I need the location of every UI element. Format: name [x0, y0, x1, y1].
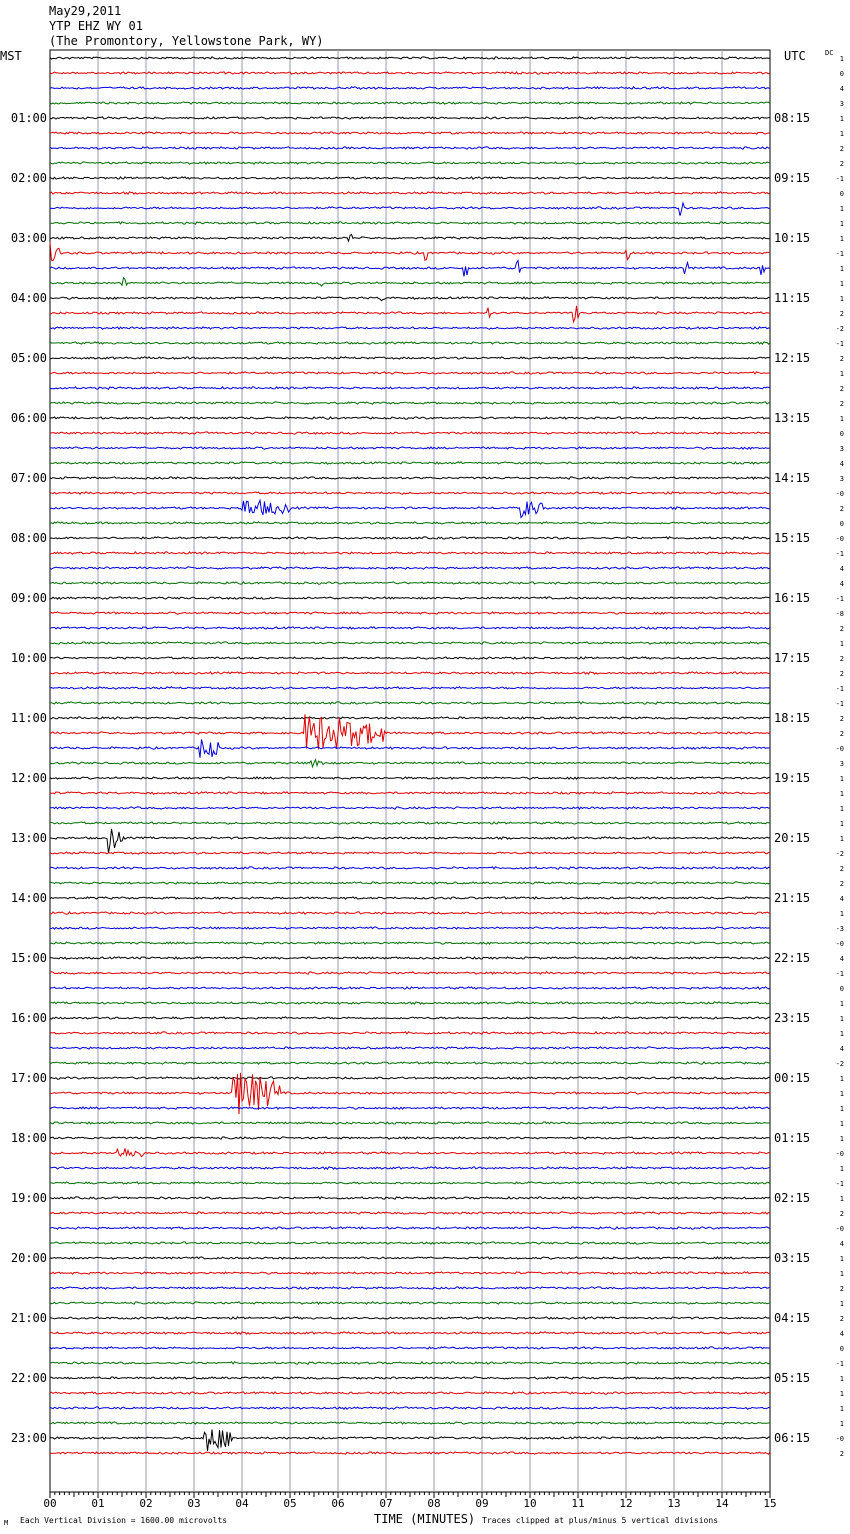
trace-line [50, 957, 770, 959]
dc-offset-value: 1 [839, 1120, 844, 1128]
trace-line [50, 1392, 770, 1394]
dc-offset-value: 2 [839, 1450, 844, 1458]
utc-hour-label: 12:15 [774, 351, 811, 365]
dc-offset-value: -0 [835, 1150, 844, 1158]
chart-location: (The Promontory, Yellowstone Park, WY) [49, 34, 324, 48]
trace-line [50, 1452, 770, 1454]
trace-line [50, 234, 770, 241]
dc-offset-value: 1 [839, 1255, 844, 1263]
dc-offset-value: -1 [835, 175, 844, 183]
dc-offset-value: 2 [839, 310, 844, 318]
trace-line [50, 500, 770, 517]
chart-station: YTP EHZ WY 01 [49, 19, 143, 33]
x-tick-label: 04 [235, 1497, 249, 1510]
x-tick-label: 05 [283, 1497, 297, 1510]
trace-line [50, 432, 770, 434]
trace-line [50, 1182, 770, 1184]
dc-offset-value: 2 [839, 730, 844, 738]
mst-hour-label: 02:00 [10, 171, 47, 185]
x-tick-label: 06 [331, 1497, 345, 1510]
utc-hour-label: 22:15 [774, 951, 811, 965]
x-tick-label: 10 [523, 1497, 537, 1510]
dc-offset-value: 0 [839, 1345, 844, 1353]
trace-line [50, 1017, 770, 1019]
dc-offset-value: 2 [839, 505, 844, 513]
mst-hour-label: 23:00 [10, 1431, 47, 1445]
dc-offset-value: 1 [839, 55, 844, 63]
dc-offset-value: -0 [835, 940, 844, 948]
trace-line [50, 777, 770, 779]
dc-offset-value: 4 [839, 955, 844, 963]
trace-line [50, 807, 770, 809]
trace-line [50, 192, 770, 194]
trace-line [50, 1077, 770, 1079]
trace-line [50, 627, 770, 629]
trace-line [50, 72, 770, 74]
dc-offset-value: 1 [839, 1105, 844, 1113]
dc-offset-value: 1 [839, 1375, 844, 1383]
x-tick-label: 14 [715, 1497, 729, 1510]
dc-offset-value: 2 [839, 865, 844, 873]
trace-line [50, 987, 770, 989]
trace-line [50, 1332, 770, 1334]
trace-line [50, 1377, 770, 1379]
trace-line [50, 1227, 770, 1229]
dc-offset-value: 1 [839, 1390, 844, 1398]
dc-offset-value: 1 [839, 640, 844, 648]
x-tick-label: 01 [91, 1497, 105, 1510]
trace-line [50, 522, 770, 524]
trace-line [50, 1047, 770, 1049]
x-tick-label: 12 [619, 1497, 633, 1510]
utc-hour-label: 06:15 [774, 1431, 811, 1445]
utc-hour-label: 14:15 [774, 471, 811, 485]
chart-date: May29,2011 [49, 4, 122, 18]
mst-hour-label: 09:00 [10, 591, 47, 605]
trace-line [50, 387, 770, 389]
trace-line [50, 222, 770, 224]
dc-offset-value: -1 [835, 1360, 844, 1368]
dc-offset-value: 0 [839, 985, 844, 993]
trace-line [50, 739, 770, 757]
dc-offset-value: 1 [839, 220, 844, 228]
dc-offset-value: 1 [839, 1030, 844, 1038]
mst-hour-label: 06:00 [10, 411, 47, 425]
trace-line [50, 162, 770, 164]
trace-line [50, 1422, 770, 1424]
trace-line [50, 1122, 770, 1124]
trace-line [50, 1137, 770, 1139]
trace-line [50, 1302, 770, 1304]
mst-hour-label: 19:00 [10, 1191, 47, 1205]
mst-hour-label: 16:00 [10, 1011, 47, 1025]
trace-line [50, 1062, 770, 1064]
dc-offset-value: 0 [839, 190, 844, 198]
dc-offset-value: 1 [839, 1405, 844, 1413]
dc-offset-value: 2 [839, 880, 844, 888]
dc-offset-value: 2 [839, 655, 844, 663]
dc-offset-value: 1 [839, 280, 844, 288]
dc-offset-value: 2 [839, 1285, 844, 1293]
dc-offset-value: -0 [835, 1225, 844, 1233]
x-tick-label: 07 [379, 1497, 393, 1510]
dc-offset-value: 2 [839, 715, 844, 723]
dc-offset-value: 1 [839, 1300, 844, 1308]
trace-line [50, 717, 770, 719]
dc-offset-value: 0 [839, 430, 844, 438]
utc-hour-label: 21:15 [774, 891, 811, 905]
trace-line [50, 1362, 770, 1364]
mst-hour-label: 11:00 [10, 711, 47, 725]
dc-offset-value: 3 [839, 760, 844, 768]
dc-offset-value: 3 [839, 100, 844, 108]
dc-offset-value: 1 [839, 1270, 844, 1278]
mst-hour-label: 13:00 [10, 831, 47, 845]
dc-offset-value: 2 [839, 145, 844, 153]
footer-mark: M [4, 1519, 9, 1527]
dc-offset-value: 1 [839, 265, 844, 273]
dc-offset-value: -0 [835, 745, 844, 753]
mst-hour-label: 18:00 [10, 1131, 47, 1145]
trace-line [50, 1317, 770, 1319]
trace-line [50, 829, 770, 853]
trace-line [50, 492, 770, 494]
trace-line [50, 867, 770, 869]
trace-line [50, 972, 770, 974]
dc-offset-value: 1 [839, 1420, 844, 1428]
utc-hour-label: 02:15 [774, 1191, 811, 1205]
mst-hour-label: 20:00 [10, 1251, 47, 1265]
utc-hour-label: 04:15 [774, 1311, 811, 1325]
dc-offset-value: 2 [839, 670, 844, 678]
trace-line [50, 1272, 770, 1274]
dc-offset-value: 1 [839, 415, 844, 423]
dc-offset-value: 0 [839, 70, 844, 78]
x-tick-label: 08 [427, 1497, 441, 1510]
dc-offset-value: 2 [839, 625, 844, 633]
dc-offset-value: -0 [835, 490, 844, 498]
trace-line [50, 242, 770, 260]
trace-line [50, 1430, 770, 1452]
trace-line [50, 942, 770, 944]
dc-offset-value: 1 [839, 790, 844, 798]
dc-offset-value: 1 [839, 115, 844, 123]
x-tick-label: 11 [571, 1497, 585, 1510]
dc-offset-value: 1 [839, 1165, 844, 1173]
dc-offset-value: 1 [839, 805, 844, 813]
dc-offset-value: -1 [835, 550, 844, 558]
dc-offset-value: -1 [835, 340, 844, 348]
utc-hour-label: 10:15 [774, 231, 811, 245]
utc-hour-label: 05:15 [774, 1371, 811, 1385]
trace-line [50, 822, 770, 824]
dc-offset-value: -1 [835, 700, 844, 708]
trace-line [50, 1287, 770, 1289]
dc-offset-value: 2 [839, 355, 844, 363]
dc-offset-value: 4 [839, 460, 844, 468]
dc-offset-value: 0 [839, 520, 844, 528]
trace-line [50, 612, 770, 614]
dc-offset-value: -8 [835, 610, 844, 618]
dc-offset-value: 4 [839, 85, 844, 93]
mst-label: MST [0, 49, 22, 63]
utc-hour-label: 16:15 [774, 591, 811, 605]
trace-line [50, 102, 770, 104]
dc-offset-value: 1 [839, 1015, 844, 1023]
dc-offset-value: 1 [839, 820, 844, 828]
dc-offset-value: 1 [839, 1075, 844, 1083]
mst-hour-label: 01:00 [10, 111, 47, 125]
mst-hour-label: 04:00 [10, 291, 47, 305]
trace-line [50, 642, 770, 644]
trace-line [50, 687, 770, 689]
dc-offset-value: -1 [835, 1180, 844, 1188]
trace-line [50, 912, 770, 914]
utc-hour-label: 00:15 [774, 1071, 811, 1085]
mst-hour-label: 14:00 [10, 891, 47, 905]
dc-offset-value: 1 [839, 295, 844, 303]
mst-hour-label: 15:00 [10, 951, 47, 965]
dc-offset-value: 4 [839, 895, 844, 903]
trace-line [50, 327, 770, 329]
mst-hour-label: 12:00 [10, 771, 47, 785]
mst-hour-label: 03:00 [10, 231, 47, 245]
trace-line [50, 177, 770, 179]
x-tick-label: 15 [763, 1497, 777, 1510]
trace-line [50, 1257, 770, 1259]
trace-line [50, 537, 770, 539]
trace-line [50, 306, 770, 322]
trace-line [50, 203, 770, 216]
dc-offset-value: -2 [835, 850, 844, 858]
plot-frame [50, 50, 770, 1492]
dc-offset-value: 4 [839, 565, 844, 573]
dc-offset-value: -1 [835, 685, 844, 693]
trace-line [50, 372, 770, 374]
trace-line [50, 1148, 770, 1157]
trace-line [50, 1407, 770, 1409]
trace-line [50, 278, 770, 286]
dc-offset-value: 1 [839, 1195, 844, 1203]
x-axis-label: TIME (MINUTES) [374, 1512, 476, 1526]
trace-line [50, 552, 770, 554]
dc-offset-value: 1 [839, 1135, 844, 1143]
dc-label: DC [825, 49, 834, 57]
trace-line [50, 702, 770, 704]
trace-line [50, 1347, 770, 1349]
dc-offset-value: -3 [835, 925, 844, 933]
clip-note: Traces clipped at plus/minus 5 vertical divisions [482, 1516, 719, 1525]
trace-line [50, 261, 770, 277]
trace-line [50, 582, 770, 584]
trace-line [50, 567, 770, 569]
utc-hour-label: 11:15 [774, 291, 811, 305]
trace-line [50, 477, 770, 479]
mst-hour-label: 22:00 [10, 1371, 47, 1385]
scale-note: Each Vertical Division = 1600.00 microvolts [20, 1516, 228, 1525]
trace-line [50, 927, 770, 929]
dc-offset-value: -0 [835, 535, 844, 543]
utc-hour-label: 20:15 [774, 831, 811, 845]
dc-offset-value: -1 [835, 970, 844, 978]
dc-offset-value: -2 [835, 1060, 844, 1068]
dc-offset-value: 1 [839, 235, 844, 243]
trace-line [50, 1002, 770, 1004]
trace-line [50, 760, 770, 767]
trace-line [50, 882, 770, 884]
trace-line [50, 852, 770, 854]
dc-offset-value: 1 [839, 1090, 844, 1098]
dc-offset-value: 1 [839, 130, 844, 138]
trace-line [50, 1197, 770, 1199]
dc-offset-value: 3 [839, 445, 844, 453]
trace-line [50, 1242, 770, 1244]
trace-line [50, 672, 770, 674]
x-tick-label: 09 [475, 1497, 489, 1510]
trace-line [50, 714, 770, 749]
trace-line [50, 117, 770, 119]
dc-offset-value: 1 [839, 205, 844, 213]
dc-offset-value: 4 [839, 580, 844, 588]
dc-offset-value: -1 [835, 595, 844, 603]
trace-line [50, 897, 770, 899]
dc-offset-value: 2 [839, 1210, 844, 1218]
trace-line [50, 1032, 770, 1034]
trace-line [50, 417, 770, 419]
trace-line [50, 1167, 770, 1169]
mst-hour-label: 10:00 [10, 651, 47, 665]
utc-hour-label: 01:15 [774, 1131, 811, 1145]
trace-line [50, 87, 770, 89]
trace-line [50, 792, 770, 794]
trace-line [50, 597, 770, 599]
utc-hour-label: 23:15 [774, 1011, 811, 1025]
mst-hour-label: 05:00 [10, 351, 47, 365]
trace-line [50, 1107, 770, 1109]
trace-line [50, 357, 770, 359]
trace-line [50, 147, 770, 149]
dc-offset-value: 1 [839, 835, 844, 843]
dc-offset-value: 1 [839, 1000, 844, 1008]
trace-line [50, 297, 770, 301]
x-tick-label: 13 [667, 1497, 681, 1510]
dc-offset-value: 2 [839, 160, 844, 168]
utc-hour-label: 08:15 [774, 111, 811, 125]
utc-hour-label: 03:15 [774, 1251, 811, 1265]
x-tick-label: 03 [187, 1497, 201, 1510]
dc-offset-value: 4 [839, 1240, 844, 1248]
utc-hour-label: 18:15 [774, 711, 811, 725]
trace-line [50, 342, 770, 344]
dc-offset-value: -1 [835, 250, 844, 258]
trace-line [50, 57, 770, 59]
utc-hour-label: 15:15 [774, 531, 811, 545]
dc-offset-value: 2 [839, 400, 844, 408]
mst-hour-label: 08:00 [10, 531, 47, 545]
trace-line [50, 657, 770, 659]
dc-offset-value: 1 [839, 370, 844, 378]
x-tick-label: 02 [139, 1497, 153, 1510]
utc-hour-label: 19:15 [774, 771, 811, 785]
trace-line [50, 447, 770, 449]
trace-line [50, 1212, 770, 1214]
mst-hour-label: 07:00 [10, 471, 47, 485]
trace-line [50, 132, 770, 134]
dc-offset-value: 2 [839, 1315, 844, 1323]
dc-offset-value: 4 [839, 1330, 844, 1338]
utc-hour-label: 09:15 [774, 171, 811, 185]
x-tick-label: 00 [43, 1497, 57, 1510]
mst-hour-label: 17:00 [10, 1071, 47, 1085]
trace-line [50, 462, 770, 464]
mst-hour-label: 21:00 [10, 1311, 47, 1325]
dc-offset-value: 2 [839, 385, 844, 393]
dc-offset-value: -0 [835, 1435, 844, 1443]
dc-offset-value: 1 [839, 910, 844, 918]
dc-offset-value: -2 [835, 325, 844, 333]
dc-offset-value: 3 [839, 475, 844, 483]
utc-label: UTC [784, 49, 806, 63]
utc-hour-label: 17:15 [774, 651, 811, 665]
utc-hour-label: 13:15 [774, 411, 811, 425]
dc-offset-value: 4 [839, 1045, 844, 1053]
trace-line [50, 402, 770, 404]
dc-offset-value: 1 [839, 775, 844, 783]
